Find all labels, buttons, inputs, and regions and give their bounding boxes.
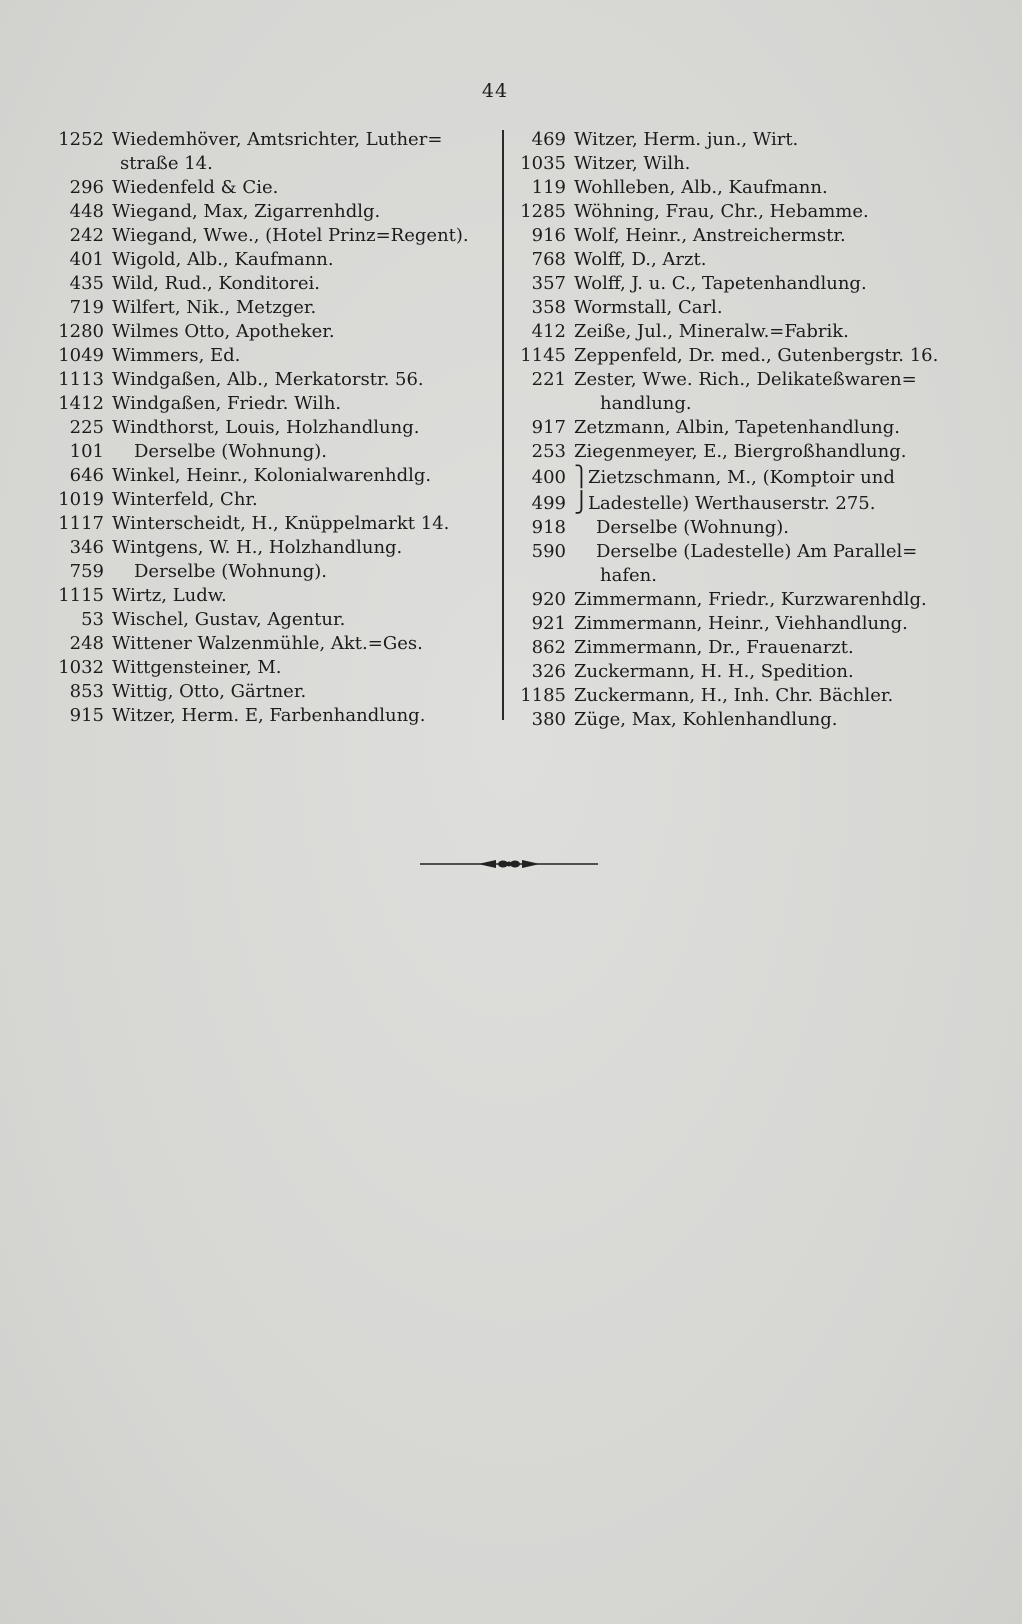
entry-text: Wimmers, Ed.: [112, 345, 241, 366]
directory-entry: [40, 464, 490, 488]
directory-entry: [40, 392, 490, 416]
entry-text: Zimmermann, Dr., Frauenarzt.: [574, 637, 854, 658]
entry-number: 119: [531, 177, 566, 198]
entry-text: Zester, Wwe. Rich., Delikateßwaren=: [574, 369, 917, 390]
entry-text: Zimmermann, Friedr., Kurzwarenhdlg.: [574, 589, 927, 610]
entry-text: Wiedemhöver, Amtsrichter, Luther=: [112, 129, 443, 150]
entry-number: 326: [531, 661, 566, 682]
entry-number: 412: [531, 321, 566, 342]
directory-entry: [40, 128, 490, 152]
entry-text: Witzer, Wilh.: [574, 153, 691, 174]
directory-entry: [500, 684, 980, 708]
entry-number: 1145: [520, 345, 566, 366]
directory-entry: [500, 224, 980, 248]
entry-text: Winterscheidt, H., Knüppelmarkt 14.: [112, 513, 450, 534]
entry-number: 916: [531, 225, 566, 246]
ornament-divider: [420, 856, 598, 872]
entry-text: Zeppenfeld, Dr. med., Gutenbergstr. 16.: [574, 345, 939, 366]
directory-entry: [40, 512, 490, 536]
entry-number: 435: [69, 273, 104, 294]
entry-text: Winkel, Heinr., Kolonialwarenhdlg.: [112, 465, 432, 486]
entry-text: Zeiße, Jul., Mineralw.=Fabrik.: [574, 321, 849, 342]
entry-text: Zuckermann, H. H., Spedition.: [574, 661, 854, 682]
entry-number: 1185: [520, 685, 566, 706]
directory-entry: [40, 224, 490, 248]
directory-entry: [40, 296, 490, 320]
entry-text: Winterfeld, Chr.: [112, 489, 258, 510]
entry-number: 1019: [58, 489, 104, 510]
entry-text: Zietzschmann, M., (Komptoir und: [588, 467, 895, 488]
entry-number: 1285: [520, 201, 566, 222]
entry-number: 1412: [58, 393, 104, 414]
directory-entry: [40, 536, 490, 560]
entry-text: Derselbe (Ladestelle) Am Parallel=: [596, 541, 918, 562]
directory-entry: [500, 416, 980, 440]
entry-number: 346: [69, 537, 104, 558]
entry-number: 358: [531, 297, 566, 318]
entry-text: Wittener Walzenmühle, Akt.=Ges.: [112, 633, 423, 654]
entry-number: 1252: [58, 129, 104, 150]
directory-entry: [40, 344, 490, 368]
entry-text: Wild, Rud., Konditorei.: [112, 273, 320, 294]
entry-number: 448: [69, 201, 104, 222]
directory-entry: [40, 440, 490, 464]
entry-number: 1049: [58, 345, 104, 366]
directory-entry: [500, 516, 980, 540]
entry-number: 920: [531, 589, 566, 610]
directory-entry: [40, 704, 490, 728]
entry-number: 221: [531, 369, 566, 390]
directory-entry: [500, 248, 980, 272]
directory-entry: [500, 368, 980, 392]
entry-number: 296: [69, 177, 104, 198]
page-number: 44: [481, 80, 509, 102]
entry-continuation: hafen.: [600, 565, 657, 586]
entry-continuation: straße 14.: [120, 153, 213, 174]
directory-entry: [40, 632, 490, 656]
entry-number: 1280: [58, 321, 104, 342]
entry-text: Derselbe (Wohnung).: [134, 561, 328, 582]
entry-text: Wiegand, Max, Zigarrenhdlg.: [112, 201, 381, 222]
entry-text: Wolff, J. u. C., Tapetenhandlung.: [574, 273, 867, 294]
directory-entry: [500, 200, 980, 224]
entry-text: Wilmes Otto, Apotheker.: [112, 321, 335, 342]
entry-text: Wintgens, W. H., Holzhandlung.: [112, 537, 403, 558]
entry-number: 1035: [520, 153, 566, 174]
entry-text: Zimmermann, Heinr., Viehhandlung.: [574, 613, 908, 634]
directory-entry: [500, 708, 980, 732]
entry-text: Wohlleben, Alb., Kaufmann.: [574, 177, 828, 198]
entry-text: Züge, Max, Kohlenhandlung.: [574, 709, 838, 730]
entry-text: Wittig, Otto, Gärtner.: [112, 681, 307, 702]
directory-entry: [500, 320, 980, 344]
entry-number: 101: [69, 441, 104, 462]
entry-number: 248: [69, 633, 104, 654]
directory-entry: [500, 344, 980, 368]
entry-text: Ziegenmeyer, E., Biergroßhandlung.: [574, 441, 907, 462]
entry-number: 1032: [58, 657, 104, 678]
entry-number: 590: [531, 541, 566, 562]
directory-entry: [40, 608, 490, 632]
right-column: [500, 128, 980, 732]
entry-number: 400: [531, 467, 566, 488]
directory-entry: [40, 248, 490, 272]
entry-number: 862: [531, 637, 566, 658]
entry-number: 915: [69, 705, 104, 726]
entry-number: 918: [531, 517, 566, 538]
directory-entry: [500, 440, 980, 464]
entry-text: Wittgensteiner, M.: [112, 657, 282, 678]
directory-entry: [500, 272, 980, 296]
entry-number: 1115: [58, 585, 104, 606]
directory-entry: [40, 200, 490, 224]
directory-entry: [500, 636, 980, 660]
entry-text: Wöhning, Frau, Chr., Hebamme.: [574, 201, 869, 222]
directory-entry: [40, 560, 490, 584]
entry-number: 917: [531, 417, 566, 438]
entry-text: Wolff, D., Arzt.: [574, 249, 707, 270]
directory-entry: [500, 660, 980, 684]
entry-number: 759: [69, 561, 104, 582]
entry-text: Wischel, Gustav, Agentur.: [112, 609, 346, 630]
entry-number: 401: [69, 249, 104, 270]
directory-entry: [40, 680, 490, 704]
entry-text: Windgaßen, Friedr. Wilh.: [112, 393, 342, 414]
entry-text: Wormstall, Carl.: [574, 297, 723, 318]
directory-entry: [500, 464, 980, 490]
directory-entry: [40, 584, 490, 608]
directory-entry: [500, 128, 980, 152]
entry-number: 1117: [58, 513, 104, 534]
entry-text: Wilfert, Nik., Metzger.: [112, 297, 317, 318]
entry-number: 380: [531, 709, 566, 730]
directory-entry: [500, 540, 980, 564]
entry-text: Derselbe (Wohnung).: [134, 441, 328, 462]
entry-text: Derselbe (Wohnung).: [596, 517, 790, 538]
entry-number: 357: [531, 273, 566, 294]
left-column: [40, 128, 490, 728]
entry-number: 225: [69, 417, 104, 438]
directory-entry: [500, 612, 980, 636]
entry-text: Witzer, Herm. jun., Wirt.: [574, 129, 799, 150]
entry-text: Zetzmann, Albin, Tapetenhandlung.: [574, 417, 900, 438]
entry-text: Wigold, Alb., Kaufmann.: [112, 249, 334, 270]
entry-text: Zuckermann, H., Inh. Chr. Bächler.: [574, 685, 894, 706]
directory-entry: [40, 656, 490, 680]
entry-number: 253: [531, 441, 566, 462]
entry-number: 646: [69, 465, 104, 486]
entry-text: Witzer, Herm. E, Farbenhandlung.: [112, 705, 426, 726]
directory-entry: [40, 320, 490, 344]
directory-entry: [500, 490, 980, 516]
directory-entry: [40, 368, 490, 392]
entry-number: 768: [531, 249, 566, 270]
entry-number: 242: [69, 225, 104, 246]
directory-entry: [40, 416, 490, 440]
entry-text: Ladestelle) Werthauserstr. 275.: [588, 493, 876, 514]
entry-number: 921: [531, 613, 566, 634]
entry-text: Windgaßen, Alb., Merkatorstr. 56.: [112, 369, 424, 390]
entry-number: 469: [531, 129, 566, 150]
entry-text: Wolf, Heinr., Anstreichermstr.: [574, 225, 846, 246]
entry-number: 53: [81, 609, 104, 630]
directory-entry: [500, 588, 980, 612]
entry-text: Wiedenfeld & Cie.: [112, 177, 279, 198]
entry-text: Wirtz, Ludw.: [112, 585, 227, 606]
directory-entry: [500, 152, 980, 176]
entry-number: 853: [69, 681, 104, 702]
directory-entry: [40, 488, 490, 512]
entry-text: Windthorst, Louis, Holzhandlung.: [112, 417, 420, 438]
entry-number: 499: [531, 493, 566, 514]
entry-text: Wiegand, Wwe., (Hotel Prinz=Regent).: [112, 225, 469, 246]
directory-entry: [40, 176, 490, 200]
brace-mark: ⎭: [574, 490, 589, 514]
directory-entry: [40, 272, 490, 296]
directory-entry: [500, 176, 980, 200]
directory-entry: [500, 296, 980, 320]
entry-continuation: handlung.: [600, 393, 692, 414]
entry-number: 1113: [58, 369, 104, 390]
brace-mark: ⎫: [574, 464, 589, 488]
entry-number: 719: [69, 297, 104, 318]
